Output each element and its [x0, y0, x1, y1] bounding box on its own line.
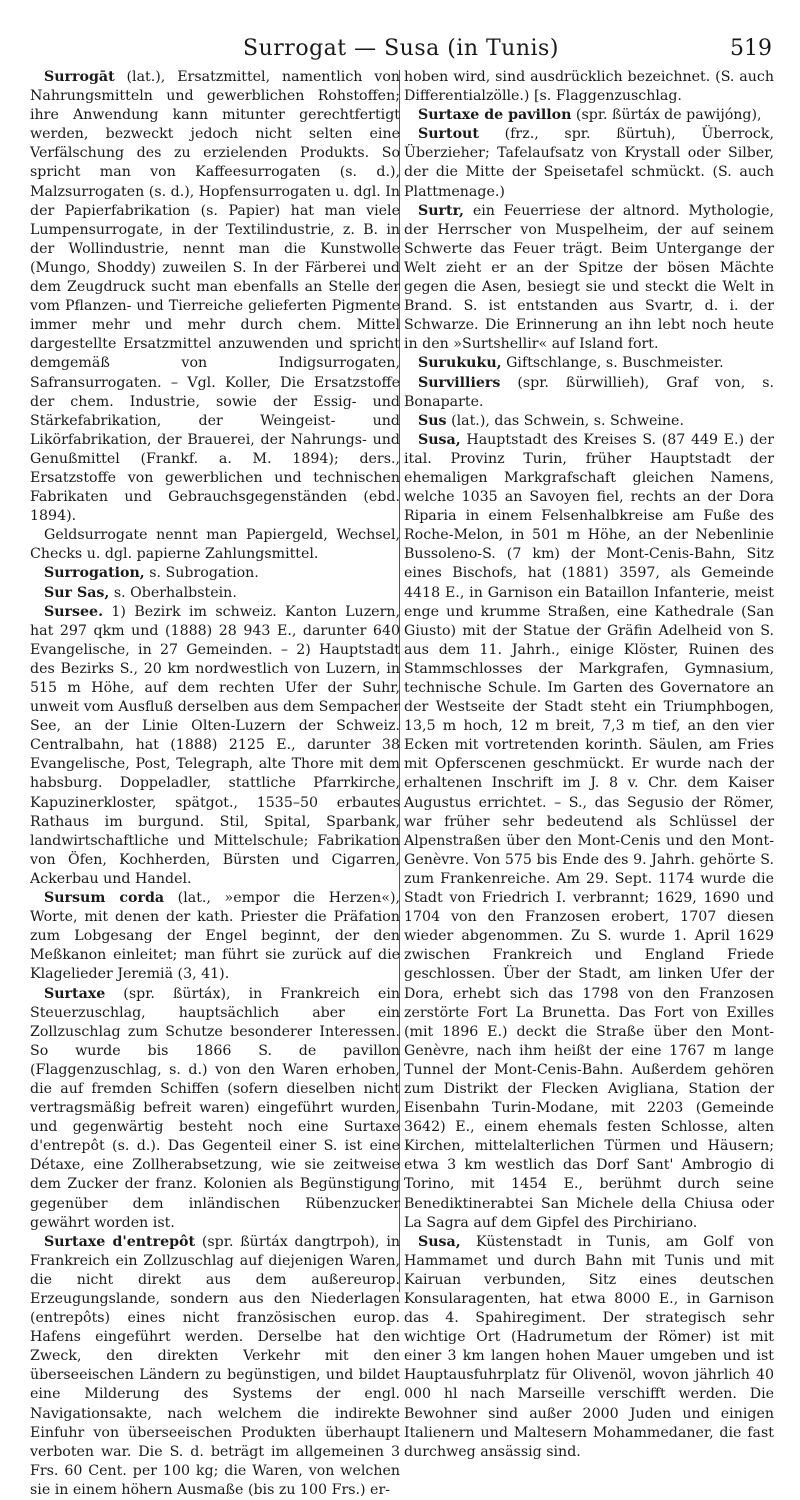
entry-sus [404, 412, 774, 431]
entry-text: Giftschlange, s. Buschmeister. [501, 355, 724, 372]
entry-susa-italy [404, 431, 774, 1233]
entry-text: Hauptstadt des Kreises S. (87 449 E.) der ital. Provinz Turin, früher Hauptstadt der ehemaligen Markgrafschaft gleichen Namens, welche 1035 an Savoyen fiel, rechts an der Dora Riparia in einem Felsenhalbkreise am Fuße des Roche-Melon, in 501 m Höhe, an der Nebenlinie Bussoleno-S. (7 km) der Mont-Cenis-Bahn, Sitz eines Bischofs, hat (1881) 3597, als Gemeinde 4418 E., in Garnison ein Bataillon Infanterie, meist enge und krumme Straßen, eine Kathedrale (San Giusto) mit der Statue der Gräfin Adelheid von S. aus dem 11. Jahrh., einige Klöster, Ruinen des Stammschlosses der Markgrafen, Gymnasium, technische Schule. Im Garten des Governatore an der Westseite der Stadt steht ein Triumphbogen, 13,5 m hoch, 12 m breit, 7,3 m tief, an den vier Ecken mit vortretenden korinth. Säulen, am Fries mit Opferscenen geschmückt. Er wurde nach der erhaltenen Inschrift im J. 8 v. Chr. dem Kaiser Augustus errichtet. – S., das Segusio der Römer, war früher sehr bedeutend als Schlüssel der Alpenstraßen über den Mont-Cenis und den Mont-Genèvre. Von 575 bis Ende des 9. Jahrh. gehörte S. zum Frankenreiche. Am 29. Sept. 1174 wurde die Stadt von Friedrich I. verbrannt; 1629, 1690 und 1704 von den Franzosen erobert, 1707 diesen wieder abgenommen. Zu S. wurde 1. April 1629 zwischen Frankreich und England Friede geschlossen. Über der Stadt, am linken Ufer der Dora, erhebt sich das 1798 von den Franzosen zerstörte Fort La Brunetta. Das Fort von Exilles (mit 1896 E.) deckt die Straße über den Mont-Genèvre, nach ihm heißt der eine 1767 m lange Tunnel der Mont-Cenis-Bahn. Außerdem gehören zum Distrikt der Flecken Avigliana, Station der Eisenbahn Turin-Modane, mit 2203 (Gemeinde 3642) E., einem ehemals festen Schlosse, alten Kirchen, mittelalterlichen Türmen und Häusern; etwa 3 km westlich das Dorf Sant' Ambrogio di Torino, mit 1454 E., berühmt durch seine Benediktinerabtei San Michele della Chiusa oder La Sagra auf dem Gipfel des Pirchiriano. [404, 431, 774, 1231]
entry-surukuku [404, 354, 774, 373]
headword: Sursum corda [44, 890, 165, 907]
page-number: 519 [730, 36, 772, 61]
running-title: Surrogat — Susa (in Tunis) [243, 36, 559, 61]
headword: Surtaxe [44, 985, 106, 1002]
entry-text: 1) Bezirk im schweiz. Kanton Luzern, hat 297 qkm und (1888) 28 943 E., darunter 640 Evangelische, in 27 Gemeinden. – 2) Hauptstadt des Bezirks S., 20 km nordwestlich von Luzern, in 515 m Höhe, auf dem rechten Ufer der Suhr, unweit vom Ausfluß derselben aus dem Sempacher See, an der Linie Olten-Luzern der Schweiz. Centralbahn, hat (1888) 2125 E., darunter 38 Evangelische, Post, Telegraph, alte Thore mit dem habsburg. Doppeladler, stattliche Pfarrkirche, Kapuzinerkloster, spätgot., 1535–50 erbautes Rathaus im burgund. Stil, Spital, Sparbank, landwirtschaftliche und Mittelschule; Fabrikation von Öfen, Kochherden, Bürsten und Cigarren, Ackerbau und Handel. [30, 603, 400, 887]
headword: Sur Sas, [44, 584, 110, 601]
entry-surrogat [30, 68, 400, 526]
headword: Susa, [418, 431, 461, 448]
headword: Susa, [418, 1233, 461, 1250]
entry-text: s. Subrogation. [144, 565, 259, 582]
entry-text: (spr. ßürtáx), in Frankreich ein Steuerzuschlag, hauptsächlich aber ein Zollzuschlag zum Schutze besonderer Interessen. So wurde bis 1866 S. de pavillon (Flaggenzuschlag, s. d.) von den Waren erhoben, die auf fremden Schiffen (sofern dieselben nicht vertragsmäßig befreit waren) eingeführt wurden, und gegenwärtig besteht noch eine Surtaxe d'entrepôt (s. d.). Das Gegenteil einer S. ist eine Détaxe, eine Zollherabsetzung, wie sie zeitweise dem Zucker der franz. Kolonien als Begünstigung gegenüber dem inländischen Rübenzucker gewährt worden ist. [30, 985, 400, 1231]
headword: Surukuku, [418, 355, 502, 372]
entry-text: hoben wird, sind ausdrücklich bezeichnet. (S. auch Differentialzölle.) [s. Flaggenzuschlag. [404, 69, 774, 105]
headword: Surtaxe d'entrepôt [44, 1233, 196, 1250]
entry-text: (spr. ßürtáx dangtrpoh), in Frankreich ein Zollzuschlag auf diejenigen Waren, die nicht direkt aus dem außereurop. Erzeugungslande, sondern aus den Niederlagen (entrepôts) eines nicht französischen europ. Hafens eingeführt werden. Derselbe hat den Zweck, den direkten Verkehr mit den überseeischen Ländern zu begünstigen, und bildet eine Milderung des Systems der engl. Navigationsakte, nach welchem die indirekte Einfuhr von überseeischen Produkten überhaupt verboten war. Die S. d. beträgt im allgemeinen 3 Frs. 60 Cent. per 100 kg; die Waren, von welchen sie in einem höhern Ausmaße (bis zu 100 Frs.) er- [30, 1233, 400, 1498]
headword: Surtaxe de pavillon [418, 107, 572, 124]
entry-text: Geldsurrogate nennt man Papiergeld, Wechsel, Checks u. dgl. papierne Zahlungsmittel. [30, 527, 400, 563]
entry-sursee [30, 603, 400, 889]
entry-surtaxe [30, 985, 400, 1233]
headword: Sus [418, 412, 447, 429]
entry-surtout [404, 125, 774, 201]
entry-text: ein Feuerriese der altnord. Mythologie, der Herrscher von Muspelheim, der auf seinem Schwerte das Feuer trägt. Beim Untergange der Welt zieht er an der Spitze der bösen Mächte gegen die Asen, besiegt sie und steckt die Welt in Brand. S. ist entstanden aus Svartr, d. i. der Schwarze. Die Erinnerung an ihn lebt noch heute in den »Surtshellir« auf Island fort. [404, 202, 774, 353]
right-column [404, 68, 774, 1462]
headword: Surrogation, [44, 565, 145, 582]
entry-susa-tunis [404, 1233, 774, 1462]
headword: Surtout [418, 126, 479, 143]
entry-continuation [404, 68, 774, 106]
entry-survilliers [404, 374, 774, 412]
headword: Surtr, [418, 202, 464, 219]
headword: Survilliers [418, 374, 501, 391]
page-header [30, 28, 772, 68]
entry-text: (frz., spr. ßürtuh), Überrock, Überzieher; Tafelaufsatz von Krystall oder Silber, der die Mitte der Speisetafel schmückt. (S. auch Plattmenage.) [404, 126, 774, 200]
entry-geldsurrogate [30, 526, 400, 564]
entry-surtaxe-pavillon [404, 106, 774, 125]
entry-text: (lat.), das Schwein, s. Schweine. [446, 412, 684, 429]
entry-text: (lat., »empor die Herzen«), Worte, mit denen der kath. Priester die Präfation zum Lobgesang der Engel beginnt, der den Meßkanon einleitet; man führt sie zurück auf die Klagelieder Jeremiä (3, 41). [30, 890, 400, 983]
entry-sur-sas [30, 584, 400, 603]
entry-sursum-corda [30, 889, 400, 984]
entry-text: (spr. ßürtáx de pawijóng), [571, 107, 762, 124]
headword: Surrogāt [44, 69, 115, 85]
entry-surrogation [30, 564, 400, 583]
left-column [30, 68, 400, 1500]
entry-text: s. Oberhalbstein. [109, 584, 237, 601]
headword: Sursee. [44, 603, 104, 620]
entry-text: (spr. ßürwillieh), Graf von, s. Bonaparte. [404, 374, 774, 410]
entry-text: Küstenstadt in Tunis, am Golf von Hammamet und durch Bahn mit Tunis und mit Kairuan verbunden, Sitz eines deutschen Konsularagenten, hat etwa 8000 E., in Garnison das 4. Spahiregiment. Der strategisch sehr wichtige Ort (Hadrumetum der Römer) ist mit einer 3 km langen hohen Mauer umgeben und ist Hauptausfuhrplatz für Olivenöl, wovon jährlich 40 000 hl nach Marseille verschifft werden. Die Bewohner sind außer 2000 Juden und einigen Italienern und Maltesern Mohammedaner, die fast durchweg ansässig sind. [404, 1233, 774, 1460]
entry-text: (lat.), Ersatzmittel, namentlich von Nahrungsmitteln und gewerblichen Rohstoffen; ihre Anwendung kann mitunter gerechtfertigt werden, bezweckt jedoch nicht selten eine Verfälschung des zu erzielenden Produkts. So spricht man von Kaffeesurrogaten (s. d.), Malzsurrogaten (s. d.), Hopfensurrogaten u. dgl. In der Papierfabrikation (s. Papier) hat man viele Lumpensurrogate, in der Textilindustrie, z. B. in der Wollindustrie, nennt man die Kunstwolle (Mungo, Shoddy) zuweilen S. In der Färberei und dem Zeugdruck sucht man ebenfalls an Stelle der vom Pflanzen- und Tierreiche gelieferten Pigmente immer mehr und mehr durch chem. Mittel dargestellte Ersatzmittel anzuwenden und spricht demgemäß von Indigsurrogaten, Safransurrogaten. – Vgl. Koller, Die Ersatzstoffe der chem. Industrie, sowie der Essig- und Stärkefabrikation, der Weingeist- und Likörfabrikation, der Brauerei, der Nahrungs- und Genußmittel (Frankf. a. M. 1894); ders., Ersatzstoffe von gewerblichen und technischen Fabrikaten und Gebrauchsgegenständen (ebd. 1894). [30, 69, 400, 525]
entry-surtaxe-entrepot [30, 1233, 400, 1500]
entry-surtr [404, 202, 774, 355]
